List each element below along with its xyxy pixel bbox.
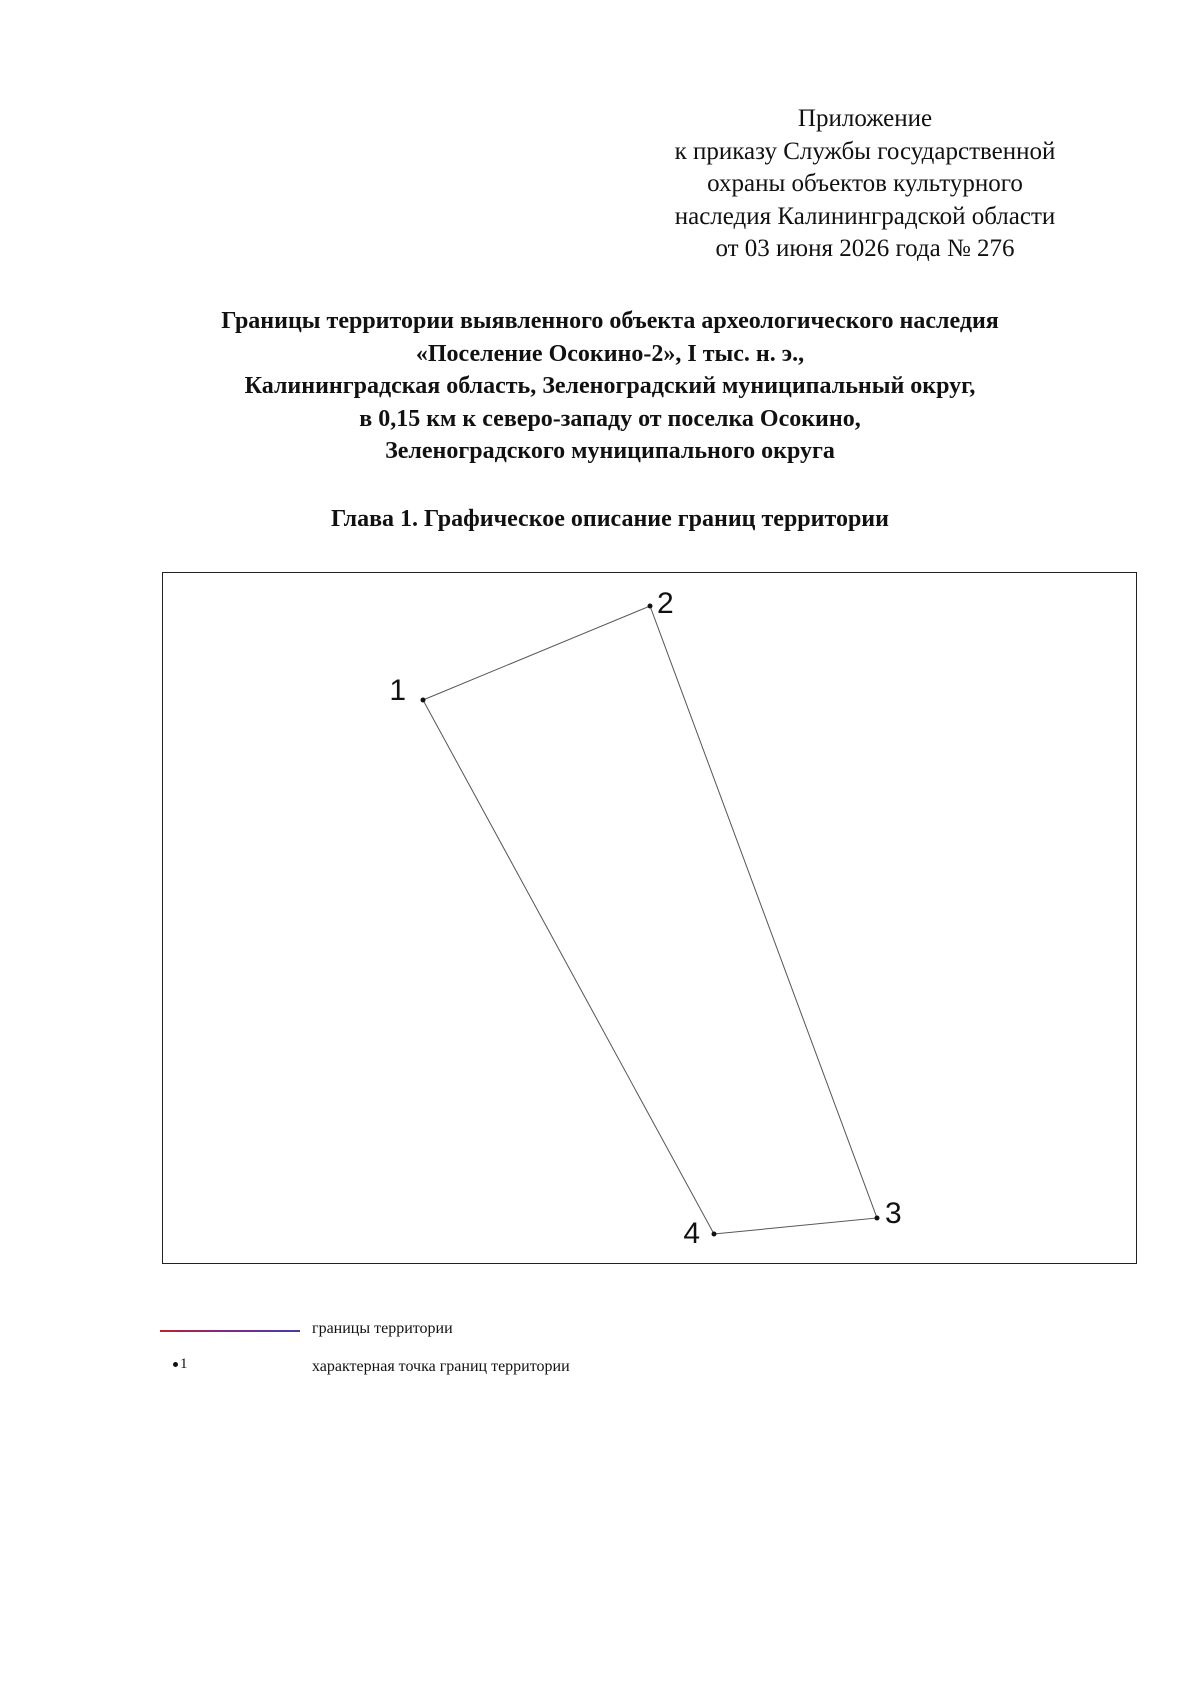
boundary-point-3 [875,1216,880,1221]
legend-boundary-label: границы территории [312,1320,453,1337]
title-line: в 0,15 км к северо-западу от поселка Осокино, [359,405,861,432]
legend-point-number: 1 [180,1356,188,1372]
legend [160,1316,760,1396]
point-dot-icon [173,1362,178,1367]
chapter-heading: Глава 1. Графическое описание границ территории [331,506,889,532]
boundary-point-label-1: 1 [389,674,406,707]
territory-boundary-line [423,606,877,1234]
appendix-line: охраны объектов культурного [707,170,1023,197]
legend-boundary-line-symbol [160,1330,300,1332]
title-line: Калининградская область, Зеленоградский муниципальный округ, [244,373,976,399]
title-line: Границы территории выявленного объекта археологического наследия [221,308,999,334]
legend-point-label: характерная точка границ территории [312,1358,570,1375]
boundary-map-canvas [163,573,1138,1265]
boundary-point-label-3: 3 [885,1197,902,1230]
appendix-line: от 03 июня 2026 года № 276 [715,235,1015,262]
boundary-point-label-4: 4 [683,1217,700,1250]
appendix-line: Приложение [797,105,933,132]
appendix-line: наследия Калининградской области [674,202,1056,230]
boundary-point-1 [421,698,426,703]
boundary-point-2 [648,604,653,609]
boundary-point-label-2: 2 [657,587,674,620]
appendix-line: к приказу Службы государственной [674,137,1056,165]
title-line: «Поселение Осокино-2», I тыс. н. э., [415,340,805,367]
title-line: Зеленоградского муниципального округа [385,438,835,464]
boundary-map [162,572,1137,1264]
legend-point-symbol [173,1356,188,1373]
appendix-header [600,103,1130,266]
boundary-point-4 [712,1232,717,1237]
document-title [80,305,1140,468]
